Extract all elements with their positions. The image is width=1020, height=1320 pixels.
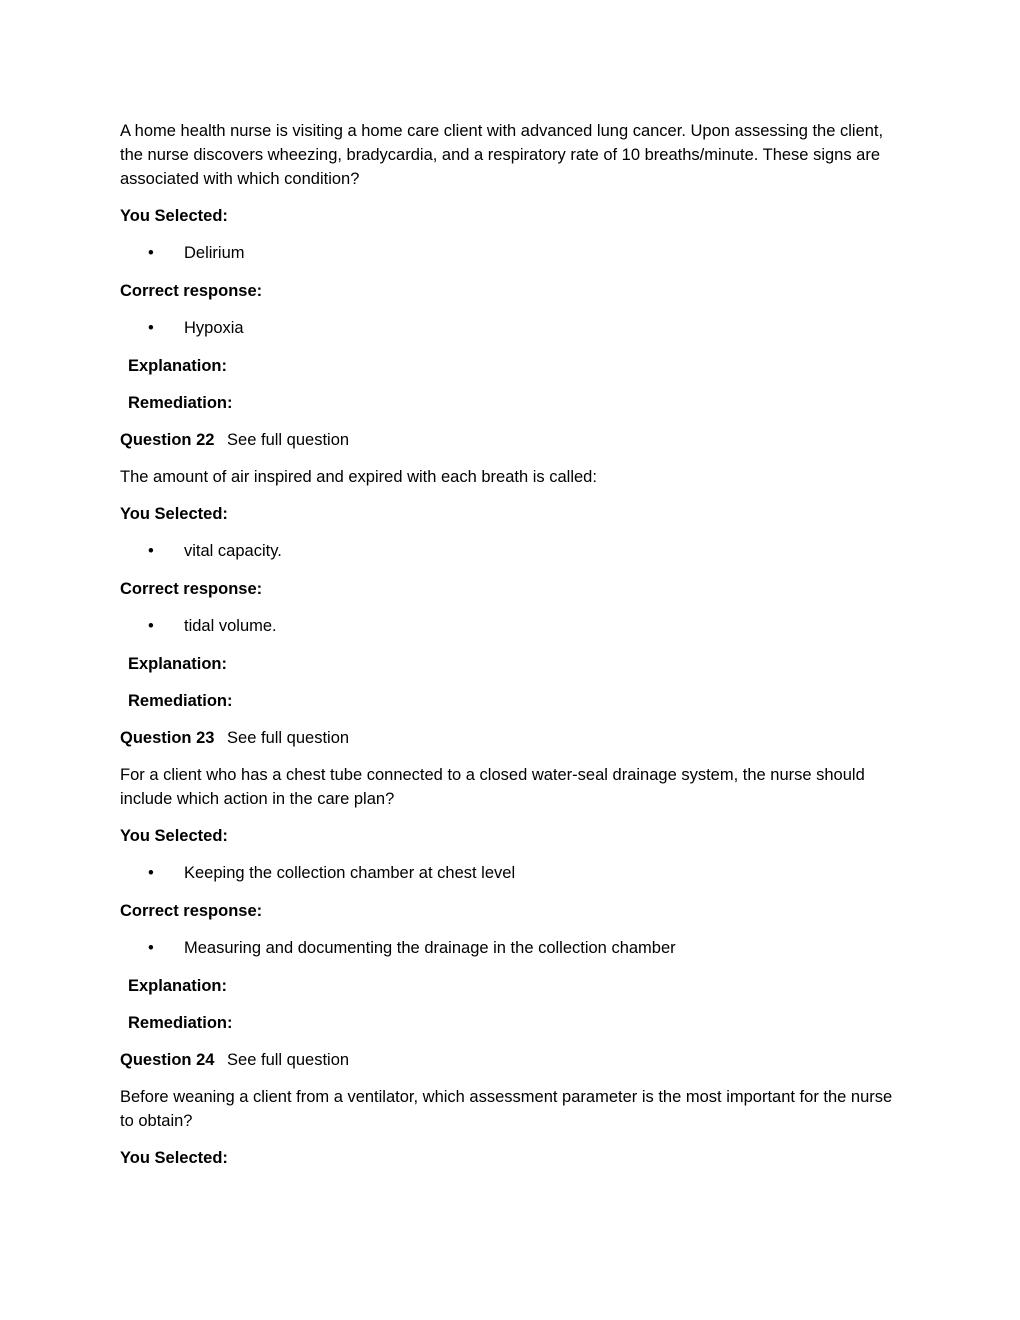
you-selected-label: You Selected: <box>120 207 228 225</box>
see-full-question-link[interactable]: See full question <box>227 729 350 747</box>
bullet-icon: • <box>148 864 154 882</box>
bullet-icon: • <box>148 319 154 337</box>
explanation-label: Explanation: <box>128 357 228 375</box>
you-selected-label: You Selected: <box>120 827 228 845</box>
question-header <box>120 726 895 750</box>
you-selected-label: You Selected: <box>120 1149 228 1167</box>
you-selected-label: You Selected: <box>120 505 228 523</box>
correct-answer-text: Hypoxia <box>184 319 244 337</box>
correct-response-label: Correct response: <box>120 282 263 300</box>
remediation-label: Remediation: <box>128 394 233 412</box>
see-full-question-link[interactable]: See full question <box>227 1051 350 1069</box>
selected-answer <box>120 861 895 885</box>
correct-response-label: Correct response: <box>120 580 263 598</box>
correct-response-label: Correct response: <box>120 902 263 920</box>
question-number: Question 22 <box>120 431 215 449</box>
question-header <box>120 1048 895 1072</box>
selected-answer-text: vital capacity. <box>184 542 282 560</box>
question-header <box>120 428 895 452</box>
question-text: A home health nurse is visiting a home care client with advanced lung cancer. Upon assessing the client, the nurse discovers wheezing, bradycardia, and a respiratory rate of 10 breaths/minute. These signs are associated with which condition? <box>120 122 884 188</box>
correct-answer-text: tidal volume. <box>184 617 277 635</box>
selected-answer <box>120 241 895 265</box>
remediation-label: Remediation: <box>128 1014 233 1032</box>
question-number: Question 23 <box>120 729 215 747</box>
correct-answer <box>120 936 895 960</box>
correct-answer-text: Measuring and documenting the drainage in the collection chamber <box>184 939 676 957</box>
explanation-label: Explanation: <box>128 655 228 673</box>
bullet-icon: • <box>148 542 154 560</box>
question-text: The amount of air inspired and expired with each breath is called: <box>120 468 597 486</box>
see-full-question-link[interactable]: See full question <box>227 431 350 449</box>
selected-answer <box>120 539 895 563</box>
remediation-label: Remediation: <box>128 692 233 710</box>
question-number: Question 24 <box>120 1051 215 1069</box>
bullet-icon: • <box>148 939 154 957</box>
question-text: Before weaning a client from a ventilator, which assessment parameter is the most important for the nurse to obtain? <box>120 1088 893 1130</box>
bullet-icon: • <box>148 244 154 262</box>
explanation-label: Explanation: <box>128 977 228 995</box>
selected-answer-text: Delirium <box>184 244 245 262</box>
bullet-icon: • <box>148 617 154 635</box>
selected-answer-text: Keeping the collection chamber at chest level <box>184 864 516 882</box>
question-text: For a client who has a chest tube connected to a closed water-seal drainage system, the nurse should include which action in the care plan? <box>120 766 865 808</box>
correct-answer <box>120 316 895 340</box>
correct-answer <box>120 614 895 638</box>
document-page <box>120 119 895 1183</box>
